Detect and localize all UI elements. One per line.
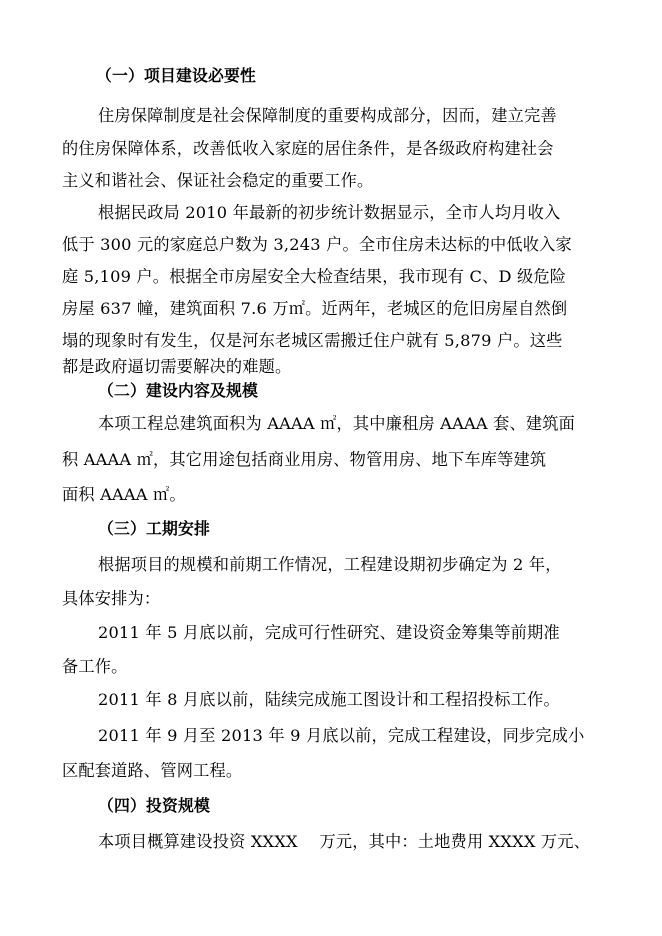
section1-para2-line6: 都是政府逼切需要解决的难题。 [62,357,292,376]
section2-para1-line2: 积 AAAA ㎡，其它用途包括商业用房、物管用房、地下车库等建筑 [62,450,547,469]
section1-para1-line1: 住房保障制度是社会保障制度的重要构成部分，因而，建立完善 [98,106,557,125]
section4-para1-line1: 本项目概算建设投资 XXXX 万元，其中：土地费用 XXXX 万元、 [98,832,591,851]
section3-para2-line1: 2011 年 5 月底以前，完成可行性研究、建设资金筹集等前期准 [98,623,560,642]
section1-para1-line3: 主义和谐社会、保证社会稳定的重要工作。 [62,171,374,190]
section1-heading: （一）项目建设必要性 [96,66,256,85]
section3-para1-line1: 根据项目的规模和前期工作情况，工程建设期初步确定为 2 年， [98,555,562,574]
section3-para4-line1: 2011 年 9 月至 2013 年 9 月底以前，完成工程建设，同步完成小 [98,726,585,745]
section1-para2-line2: 低于 300 元的家庭总户数为 3,243 户。全市住房未达标的中低收入家 [62,235,572,254]
section1-para2-line3: 庭 5,109 户。根据全市房屋安全大检查结果，我市现有 C、D 级危险 [62,267,567,286]
section1-para2-line1: 根据民政局 2010 年最新的初步统计数据显示，全市人均月收入 [98,203,561,222]
section3-para1-line2: 具体安排为： [62,589,161,608]
section2-para1-line1: 本项工程总建筑面积为 AAAA ㎡，其中廉租房 AAAA 套、建筑面 [98,414,576,433]
section3-para4-line2: 区配套道路、管网工程。 [62,761,243,780]
section3-para3-line1: 2011 年 8 月底以前，陆续完成施工图设计和工程招投标工作。 [98,690,560,709]
section3-para2-line2: 备工作。 [62,657,128,676]
section1-para2-line4: 房屋 637 幢，建筑面积 7.6 万㎡。近两年，老城区的危旧房屋自然倒 [62,299,568,318]
section4-heading: （四）投资规模 [98,796,210,815]
section1-para1-line2: 的住房保障体系，改善低收入家庭的居住条件，是各级政府构建社会 [62,139,554,158]
section2-heading: （二）建设内容及规模 [98,381,258,400]
section2-para1-line3: 面积 AAAA ㎡。 [62,485,186,504]
section3-heading: （三）工期安排 [98,519,210,538]
section1-para2-line5: 塌的现象时有发生，仅是河东老城区需搬迁住户就有 5,879 户。这些 [62,331,563,350]
